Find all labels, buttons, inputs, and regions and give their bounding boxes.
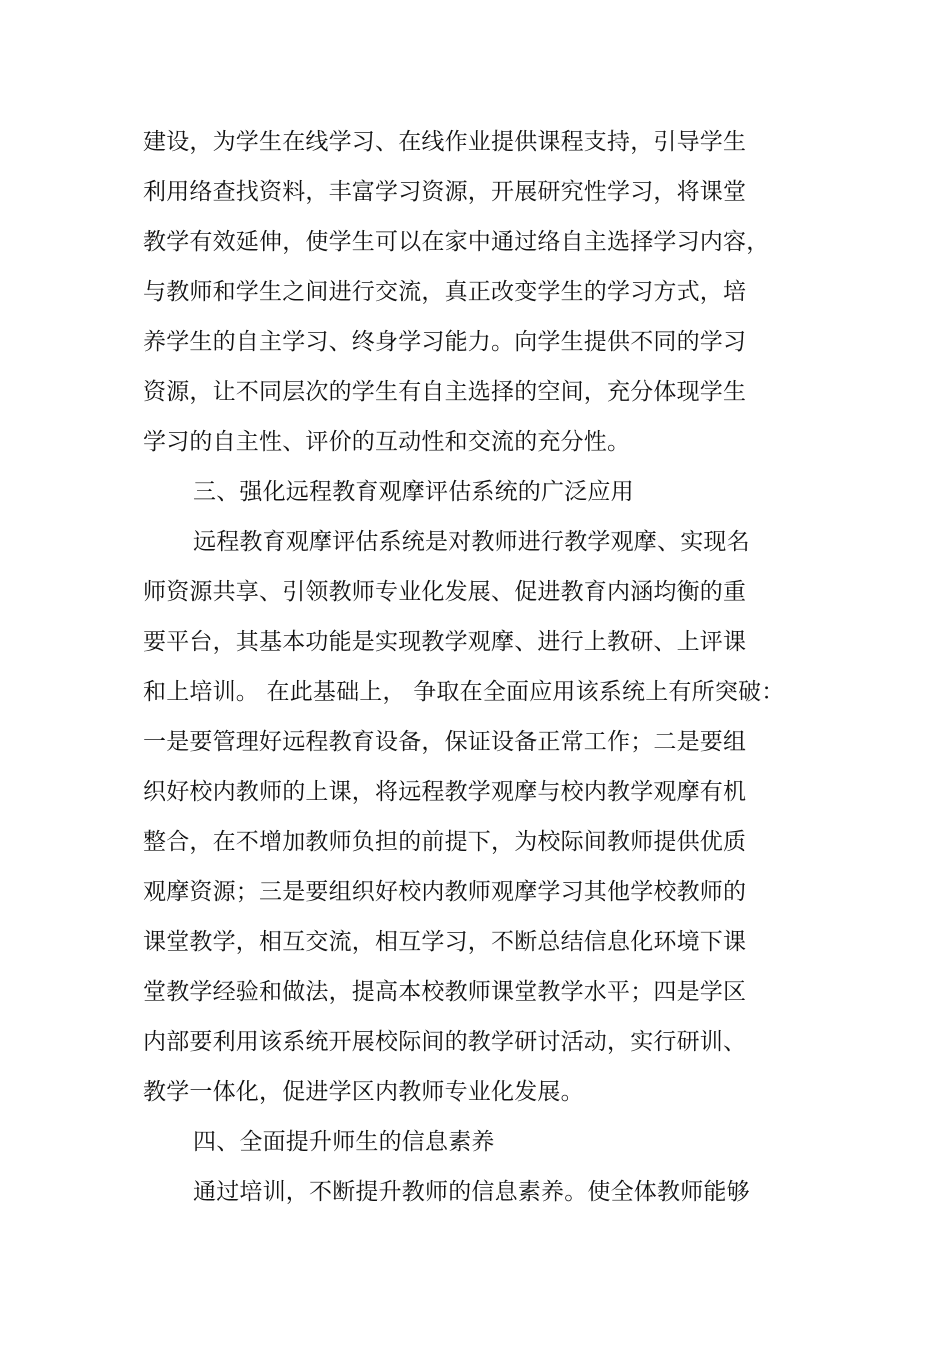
paragraph-line: 教学有效延伸，使学生可以在家中通过络自主选择学习内容， (143, 229, 770, 255)
paragraph-line: 利用络查找资料，丰富学习资源，开展研究性学习，将课堂 (143, 179, 747, 205)
paragraph-line: 教学一体化，促进学区内教师专业化发展。 (143, 1079, 584, 1105)
paragraph-line: 课堂教学，相互交流，相互学习，不断总结信息化环境下课 (143, 929, 747, 955)
paragraph-line: 内部要利用该系统开展校际间的教学研讨活动，实行研训、 (143, 1029, 747, 1055)
paragraph-line: 与教师和学生之间进行交流，真正改变学生的学习方式，培 (143, 279, 747, 305)
paragraph-line: 养学生的自主学习、终身学习能力。向学生提供不同的学习 (143, 329, 747, 355)
section-heading: 三、强化远程教育观摩评估系统的广泛应用 (193, 479, 634, 505)
paragraph-line: 要平台，其基本功能是实现教学观摩、进行上教研、上评课 (143, 629, 747, 655)
paragraph-line: 堂教学经验和做法，提高本校教师课堂教学水平；四是学区 (143, 979, 747, 1005)
paragraph-line: 一是要管理好远程教育设备，保证设备正常工作；二是要组 (143, 729, 747, 755)
paragraph-line: 整合，在不增加教师负担的前提下，为校际间教师提供优质 (143, 829, 747, 855)
paragraph-line: 师资源共享、引领教师专业化发展、促进教育内涵均衡的重 (143, 579, 747, 605)
paragraph-line: 和上培训。 在此基础上， 争取在全面应用该系统上有所突破： (143, 679, 785, 705)
paragraph-line: 资源，让不同层次的学生有自主选择的空间，充分体现学生 (143, 379, 747, 405)
paragraph-line: 远程教育观摩评估系统是对教师进行教学观摩、实现名 (193, 529, 750, 555)
paragraph-line: 建设，为学生在线学习、在线作业提供课程支持，引导学生 (143, 129, 747, 155)
paragraph-line: 织好校内教师的上课，将远程教学观摩与校内教学观摩有机 (143, 779, 747, 805)
paragraph-line: 通过培训，不断提升教师的信息素养。使全体教师能够 (193, 1179, 750, 1205)
paragraph-line: 学习的自主性、评价的互动性和交流的充分性。 (143, 429, 631, 455)
paragraph-line: 观摩资源；三是要组织好校内教师观摩学习其他学校教师的 (143, 879, 747, 905)
section-heading: 四、全面提升师生的信息素养 (193, 1129, 495, 1155)
